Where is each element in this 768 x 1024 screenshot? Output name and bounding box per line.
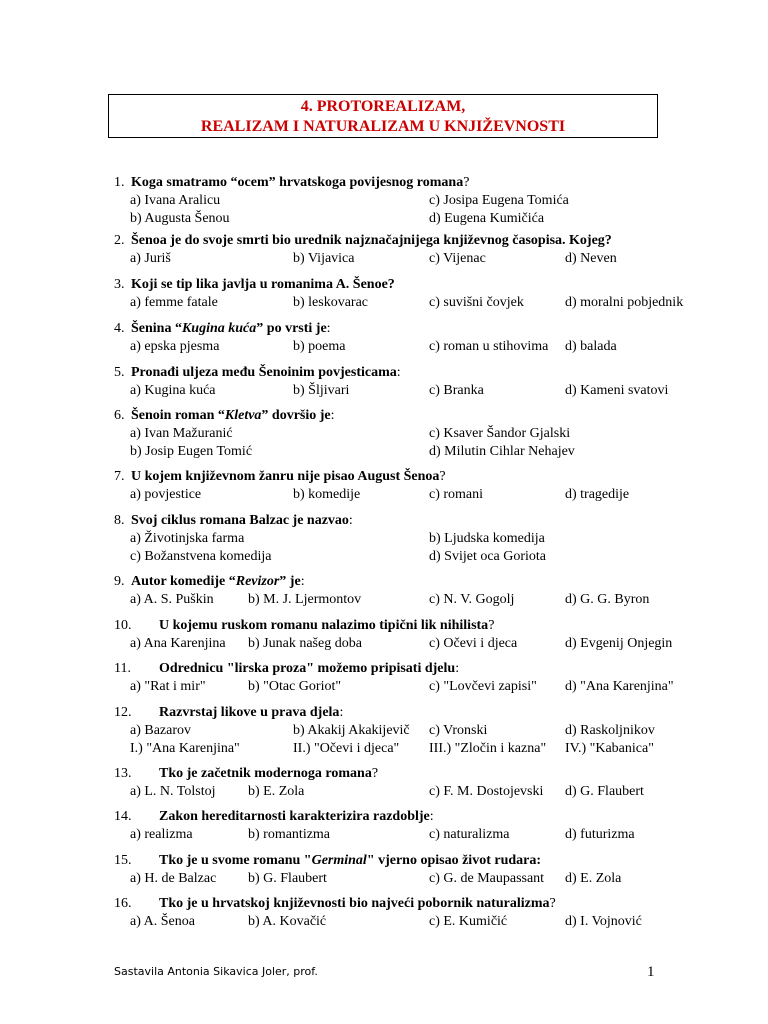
question-text-part: ” po vrsti je — [256, 321, 327, 336]
answer-option: b) Junak našeg doba — [248, 636, 362, 651]
question-title-italic: Kugina kuća — [181, 321, 257, 336]
answer-row — [114, 425, 714, 443]
question-text-part: Zakon hereditarnosti karakterizira razdoblje — [159, 809, 430, 824]
question-3 — [114, 276, 714, 312]
question-text — [159, 808, 434, 826]
answer-option: c) Vronski — [429, 723, 488, 738]
answer-option: b) Vijavica — [293, 251, 355, 266]
title-line-2: REALIZAM I NATURALIZAM U KNJIŽEVNOSTI — [200, 118, 566, 135]
question-number: 12. — [114, 705, 132, 720]
question-title-italic: Germinal — [311, 853, 367, 868]
answer-option: d) Milutin Cihlar Nehajev — [429, 444, 575, 459]
question-suffix: : — [339, 705, 344, 720]
question-16 — [114, 895, 714, 931]
answer-option: c) E. Kumičić — [429, 914, 508, 929]
question-text — [131, 468, 446, 486]
question-number: 11. — [114, 661, 131, 676]
answer-option: b) leskovarac — [293, 295, 369, 310]
answer-option: c) romani — [429, 487, 484, 502]
question-text-part: Šenoin roman “ — [131, 408, 225, 423]
question-suffix: : — [300, 574, 305, 589]
answer-row — [114, 382, 714, 400]
footer-author: Sastavila Antonia Sikavica Joler, prof. — [114, 965, 318, 978]
answer-option: d) Neven — [565, 251, 617, 266]
question-text — [131, 407, 335, 425]
question-number: 1. — [114, 175, 125, 190]
question-suffix: : — [348, 513, 353, 528]
question-text — [159, 704, 343, 722]
answer-option: b) E. Zola — [248, 784, 305, 799]
question-number: 15. — [114, 853, 132, 868]
question-text-part: ” je — [279, 574, 301, 589]
answer-row — [114, 826, 714, 844]
answer-option: a) "Rat i mir" — [130, 679, 206, 694]
answer-option: b) Ljudska komedija — [429, 531, 545, 546]
answer-row — [114, 722, 714, 740]
question-text-part: ” dovršio je — [261, 408, 331, 423]
answer-option: III.) "Zločin i kazna" — [429, 741, 547, 756]
answer-row — [114, 870, 714, 888]
question-suffix: : — [326, 321, 331, 336]
question-text — [131, 276, 395, 294]
answer-option: d) balada — [565, 339, 617, 354]
question-5 — [114, 364, 714, 400]
answer-option: b) komedije — [293, 487, 361, 502]
answer-option: c) Vijenac — [429, 251, 486, 266]
answer-option: a) Ivana Aralicu — [130, 193, 221, 208]
answer-option: a) femme fatale — [130, 295, 218, 310]
answer-option: b) G. Flaubert — [248, 871, 327, 886]
question-text — [131, 364, 401, 382]
answer-option: d) Evgenij Onjegin — [565, 636, 673, 651]
question-11 — [114, 660, 714, 696]
question-number: 13. — [114, 766, 132, 781]
question-text-part: Autor komedije “ — [131, 574, 236, 589]
answer-option: a) Kugina kuća — [130, 383, 216, 398]
question-number: 2. — [114, 233, 125, 248]
answer-option: a) epska pjesma — [130, 339, 220, 354]
question-10 — [114, 617, 714, 653]
answer-option: b) Josip Eugen Tomić — [130, 444, 253, 459]
answer-option: d) G. Flaubert — [565, 784, 644, 799]
question-number: 7. — [114, 469, 125, 484]
answer-row — [114, 740, 714, 758]
answer-option: c) Božanstvena komedija — [130, 549, 272, 564]
answer-option: d) futurizma — [565, 827, 635, 842]
question-text — [131, 573, 305, 591]
answer-option: c) G. de Maupassant — [429, 871, 545, 886]
answer-row — [114, 192, 714, 210]
answer-option: a) A. Šenoa — [130, 914, 195, 929]
question-text-part: Tko je u hrvatskoj književnosti bio najveći pobornik naturalizma — [159, 896, 550, 911]
answer-row — [114, 486, 714, 504]
question-text — [131, 232, 612, 250]
question-number: 9. — [114, 574, 125, 589]
question-number: 8. — [114, 513, 125, 528]
answer-option: b) "Otac Goriot" — [248, 679, 342, 694]
answer-option: b) A. Kovačić — [248, 914, 327, 929]
answer-option: d) tragedije — [565, 487, 630, 502]
question-number: 10. — [114, 618, 132, 633]
question-number: 5. — [114, 365, 125, 380]
question-text-part: Tko je začetnik modernoga romana — [159, 766, 372, 781]
answer-option: a) H. de Balzac — [130, 871, 217, 886]
question-4 — [114, 320, 714, 356]
answer-option: a) realizma — [130, 827, 193, 842]
question-title-italic: Revizor — [235, 574, 280, 589]
answer-option: d) E. Zola — [565, 871, 622, 886]
question-number: 3. — [114, 277, 125, 292]
answer-row — [114, 783, 714, 801]
answer-option: c) "Lovčevi zapisi" — [429, 679, 537, 694]
answer-option: a) Juriš — [130, 251, 171, 266]
answer-option: d) G. G. Byron — [565, 592, 650, 607]
question-suffix: ? — [439, 469, 446, 484]
answer-option: d) Svijet oca Goriota — [429, 549, 547, 564]
answer-option: c) F. M. Dostojevski — [429, 784, 544, 799]
question-text-part: Koji se tip lika javlja u romanima A. Šenoe? — [131, 277, 395, 292]
answer-option: b) poema — [293, 339, 346, 354]
question-number: 14. — [114, 809, 132, 824]
answer-option: d) "Ana Karenjina" — [565, 679, 674, 694]
question-12 — [114, 704, 714, 758]
answer-option: c) Očevi i djeca — [429, 636, 518, 651]
question-text — [159, 765, 378, 783]
question-suffix: : — [455, 661, 460, 676]
answer-option: b) M. J. Ljermontov — [248, 592, 362, 607]
question-text — [159, 852, 541, 870]
question-text — [159, 660, 459, 678]
question-text — [159, 617, 494, 635]
answer-option: d) moralni pobjednik — [565, 295, 684, 310]
question-text-part: Pronađi uljeza među Šenoinim povjesticama — [131, 365, 397, 380]
question-text-part: Svoj ciklus romana Balzac je nazvao — [131, 513, 349, 528]
question-suffix: : — [429, 809, 434, 824]
answer-option: c) Josipa Eugena Tomića — [429, 193, 569, 208]
question-text-part: U kojemu ruskom romanu nalazimo tipični lik nihilista — [159, 618, 489, 633]
answer-option: d) Eugena Kumičića — [429, 211, 545, 226]
answer-option: a) A. S. Puškin — [130, 592, 214, 607]
answer-row — [114, 443, 714, 461]
question-6 — [114, 407, 714, 461]
answer-row — [114, 294, 714, 312]
question-text-part: Šenina “ — [131, 321, 182, 336]
question-suffix: ? — [463, 175, 470, 190]
title-box — [108, 94, 658, 138]
question-text-part: " vjerno opisao život rudara: — [366, 853, 542, 868]
question-2 — [114, 232, 714, 268]
question-suffix: ? — [488, 618, 495, 633]
answer-option: I.) "Ana Karenjina" — [130, 741, 240, 756]
answer-option: b) Akakij Akakijevič — [293, 723, 410, 738]
question-text — [131, 320, 331, 338]
question-number: 6. — [114, 408, 125, 423]
question-1 — [114, 174, 714, 228]
question-text-part: Odrednicu "lirska proza" možemo pripisati djelu — [159, 661, 456, 676]
answer-row — [114, 338, 714, 356]
question-suffix: ? — [549, 896, 556, 911]
answer-row — [114, 635, 714, 653]
question-suffix: : — [330, 408, 335, 423]
question-8 — [114, 512, 714, 566]
question-number: 16. — [114, 896, 132, 911]
answer-option: IV.) "Kabanica" — [565, 741, 654, 756]
question-suffix: : — [396, 365, 401, 380]
answer-option: a) L. N. Tolstoj — [130, 784, 216, 799]
answer-option: a) Bazarov — [130, 723, 192, 738]
answer-row — [114, 678, 714, 696]
question-text-part: U kojem književnom žanru nije pisao August Šenoa — [131, 469, 440, 484]
question-9 — [114, 573, 714, 609]
answer-option: a) Životinjska farma — [130, 531, 245, 546]
answer-option: c) roman u stihovima — [429, 339, 549, 354]
answer-option: d) Kameni svatovi — [565, 383, 669, 398]
question-text — [131, 174, 469, 192]
question-text-part: Šenoa je do svoje smrti bio urednik najznačajnijega književnog časopisa. Kojeg? — [131, 233, 612, 248]
answer-option: b) romantizma — [248, 827, 331, 842]
question-number: 4. — [114, 321, 125, 336]
page-number: 1 — [647, 964, 655, 980]
question-text-part: Razvrstaj likove u prava djela — [159, 705, 340, 720]
answer-option: a) povjestice — [130, 487, 202, 502]
question-7 — [114, 468, 714, 504]
answer-option: d) I. Vojnović — [565, 914, 642, 929]
answer-option: d) Raskoljnikov — [565, 723, 655, 738]
question-title-italic: Kletva — [224, 408, 262, 423]
title-line-1: 4. PROTOREALIZAM, — [300, 98, 466, 115]
answer-row — [114, 210, 714, 228]
answer-option: c) naturalizma — [429, 827, 510, 842]
answer-option: a) Ana Karenjina — [130, 636, 226, 651]
answer-row — [114, 250, 714, 268]
answer-option: c) suvišni čovjek — [429, 295, 524, 310]
question-text — [131, 512, 353, 530]
answer-row — [114, 913, 714, 931]
answer-row — [114, 530, 714, 548]
question-14 — [114, 808, 714, 844]
answer-row — [114, 591, 714, 609]
answer-option: b) Augusta Šenou — [130, 211, 230, 226]
answer-option: c) N. V. Gogolj — [429, 592, 515, 607]
answer-option: c) Ksaver Šandor Gjalski — [429, 426, 571, 441]
answer-option: b) Šljivari — [293, 383, 350, 398]
answer-option: II.) "Očevi i djeca" — [293, 741, 400, 756]
answer-option: c) Branka — [429, 383, 484, 398]
question-text-part: Tko je u svome romanu " — [159, 853, 312, 868]
question-13 — [114, 765, 714, 801]
question-text-part: Koga smatramo “ocem” hrvatskoga povijesnog romana — [131, 175, 464, 190]
answer-option: a) Ivan Mažuranić — [130, 426, 233, 441]
question-15 — [114, 852, 714, 888]
question-suffix: ? — [371, 766, 379, 781]
question-text — [159, 895, 556, 913]
answer-row — [114, 548, 714, 566]
